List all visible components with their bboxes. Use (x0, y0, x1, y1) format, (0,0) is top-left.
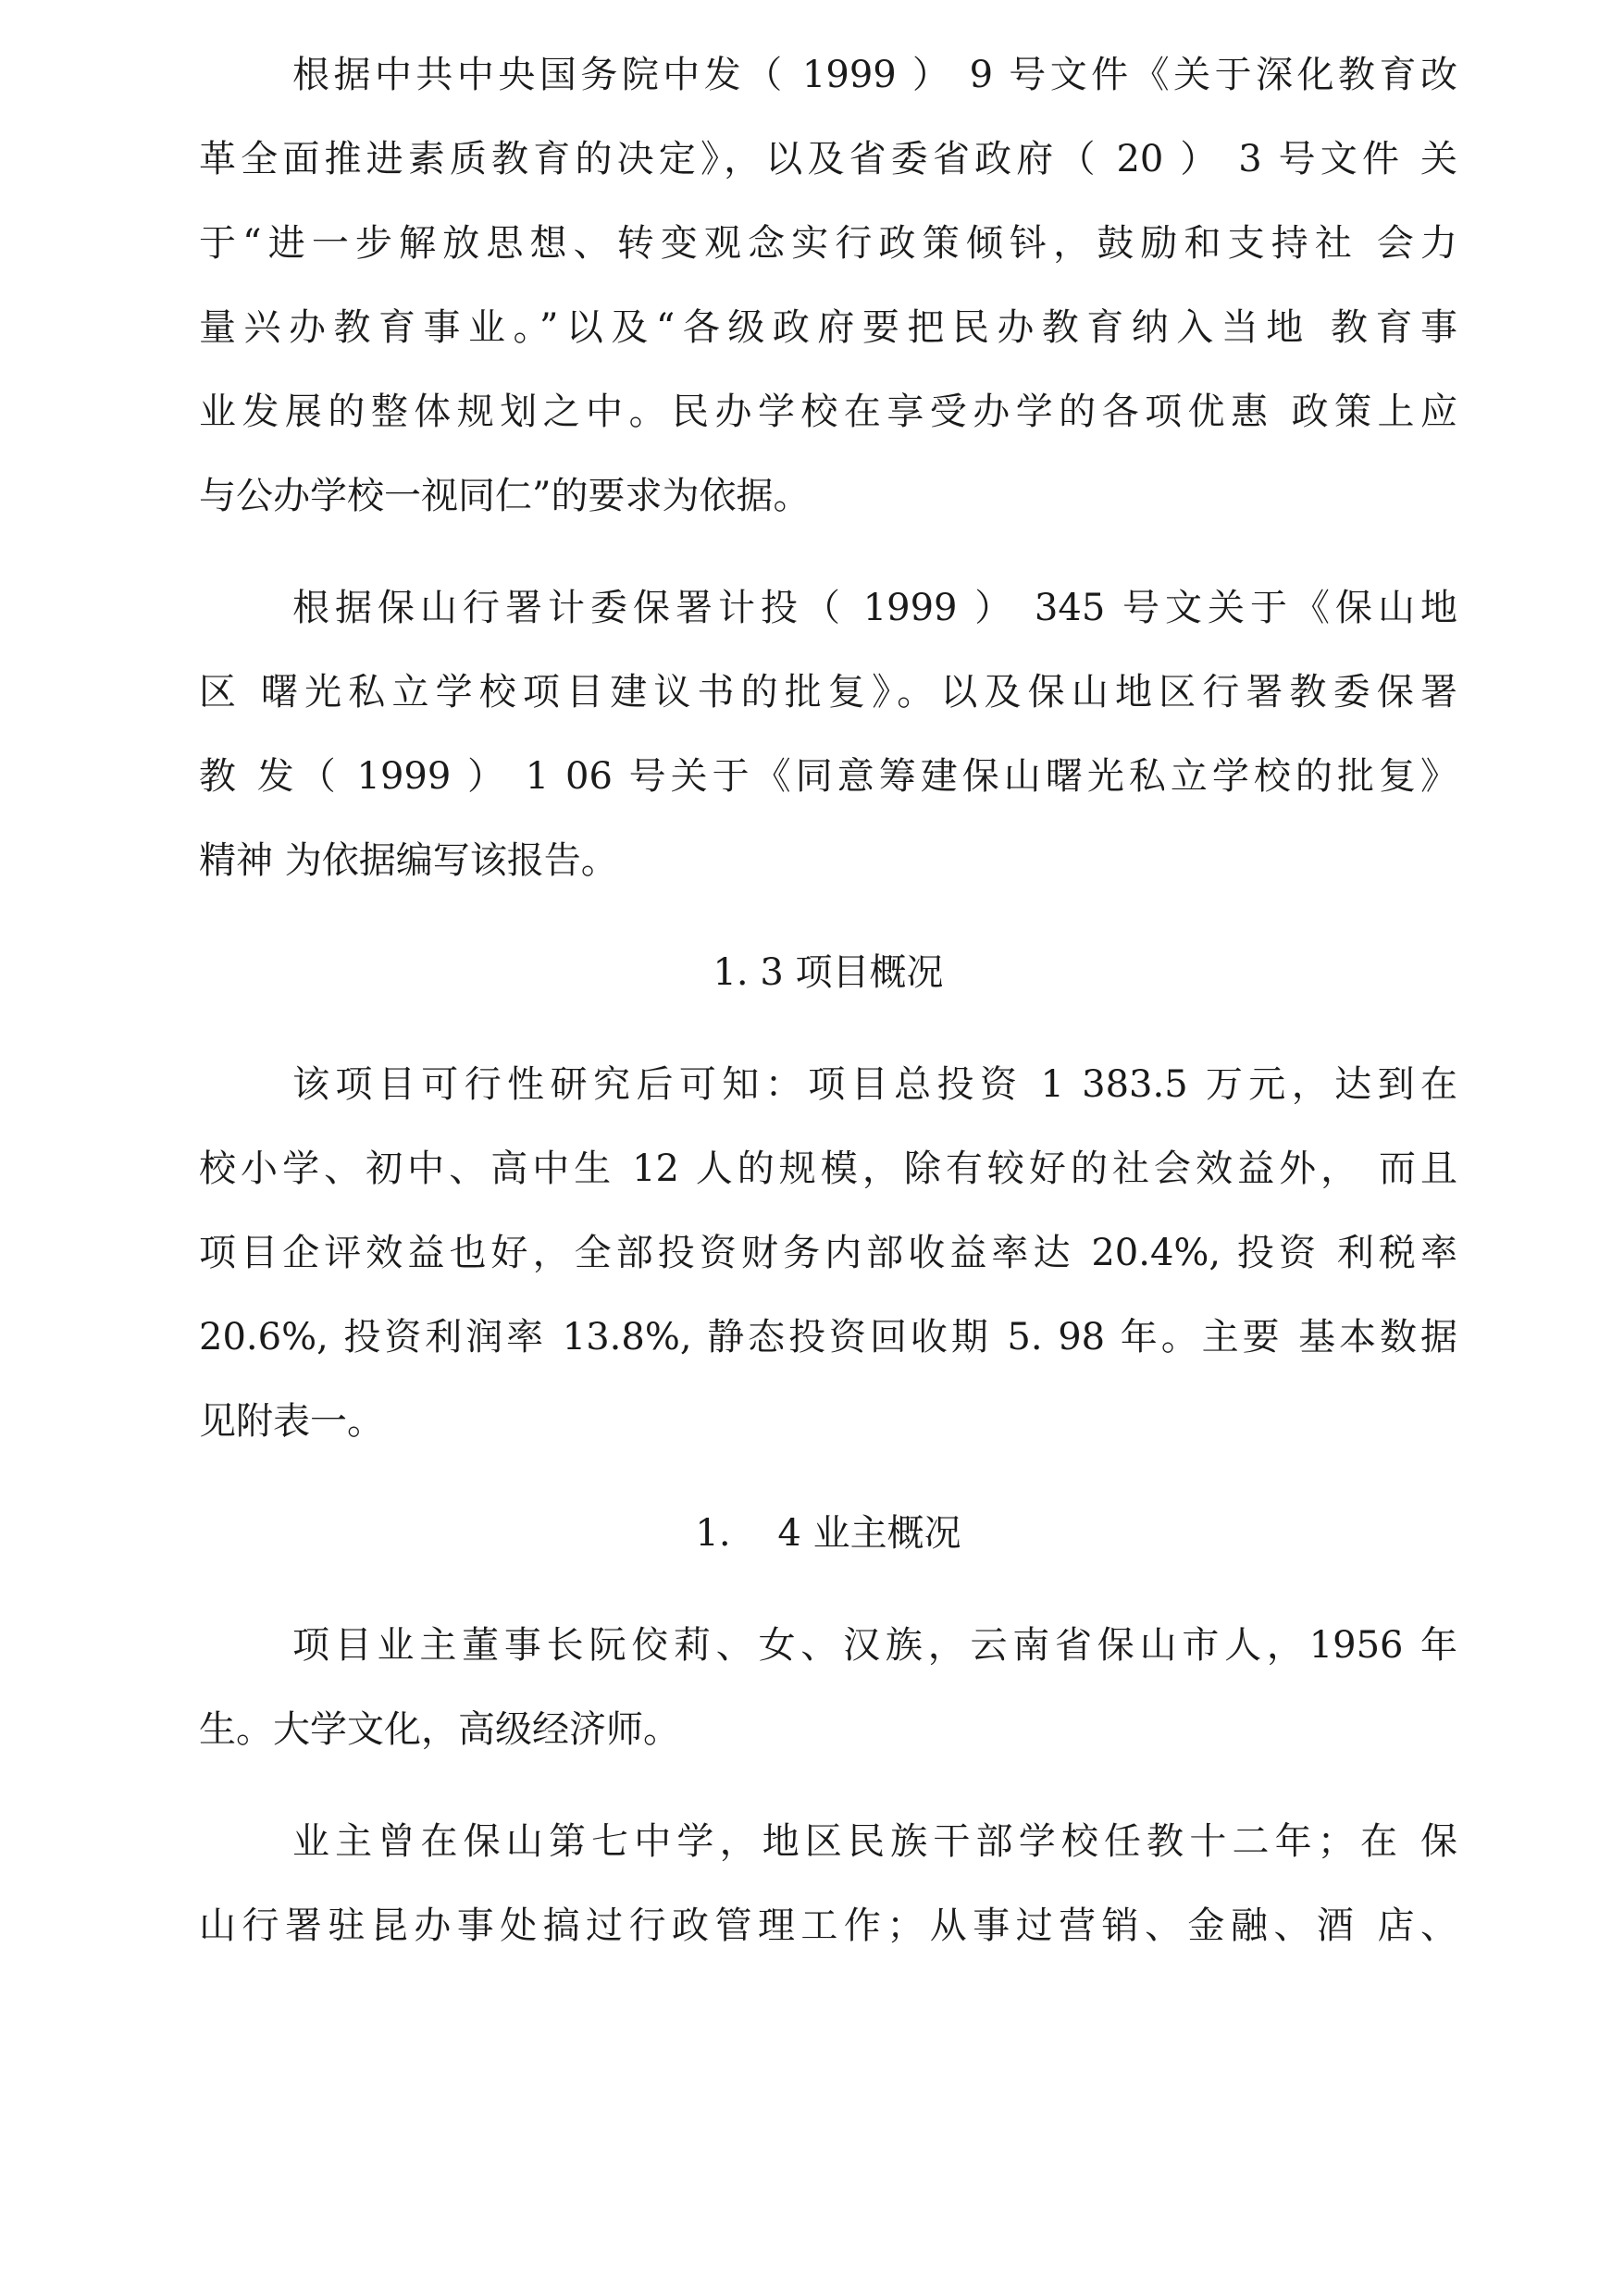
text-line: 根据中共中央国务院中发（ 1999 ） 9 号文件《关于深化教育改 (292, 54, 1457, 96)
text-line: 项目业主董事长阮佼莉、女、汉族，云南省保山市人，1956 年 (292, 1624, 1457, 1667)
text-line: 量兴办教育事业。”以及“各级政府要把民办教育纳入当地 教育事 (199, 306, 1457, 349)
text-line: 根据保山行署计委保署计投（ 1999 ） 345 号文关于《保山地 (292, 587, 1457, 629)
text-line: 见附表一。 (199, 1400, 384, 1443)
text-line: 20.6%, 投资利润率 13.8%, 静态投资回收期 5. 98 年。主要 基本数据 (199, 1316, 1457, 1358)
paragraph-basis-policy (199, 33, 1457, 539)
text-line: 革全面推进素质教育的决定》，以及省委省政府（ 20 ） 3 号文件 关 (199, 138, 1457, 180)
text-line: 业发展的整体规划之中。民办学校在享受办学的各项优惠 政策上应 (199, 391, 1457, 433)
paragraph-project-overview (199, 1043, 1457, 1464)
text-line: 与公办学校一视同仁”的要求为依据。 (199, 475, 811, 517)
text-line: 于“进一步解放思想、转变观念实行政策倾钭，鼓励和支持社 会力 (199, 222, 1457, 265)
text-line: 精神 为依据编写该报告。 (199, 839, 618, 882)
document-page (199, 33, 1457, 1996)
section-heading-owner-overview: 1. 4 业主概况 (695, 1512, 961, 1555)
paragraph-basis-approval (199, 566, 1457, 903)
text-line: 生。大学文化，高级经济师。 (199, 1708, 680, 1751)
text-line: 校小学、初中、高中生 12 人的规模，除有较好的社会效益外， 而且 (199, 1148, 1457, 1190)
text-line: 教 发（ 1999 ） 1 06 号关于《同意筹建保山曙光私立学校的批复》 (199, 755, 1457, 798)
section-heading-project-overview: 1. 3 项目概况 (713, 951, 944, 994)
text-line: 该项目可行性研究后可知：项目总投资 1 383.5 万元，达到在 (292, 1063, 1457, 1106)
text-line: 山行署驻昆办事处搞过行政管理工作；从事过营销、金融、酒 店、 (199, 1904, 1457, 1947)
paragraph-owner-experience (199, 1800, 1457, 1968)
text-line: 项目企评效益也好，全部投资财务内部收益率达 20.4%, 投资 利税率 (199, 1232, 1457, 1274)
text-line: 业主曾在保山第七中学，地区民族干部学校任教十二年；在 保 (292, 1820, 1457, 1863)
paragraph-owner-profile (199, 1604, 1457, 1772)
text-line: 区 曙光私立学校项目建议书的批复》。以及保山地区行署教委保署 (199, 671, 1457, 713)
